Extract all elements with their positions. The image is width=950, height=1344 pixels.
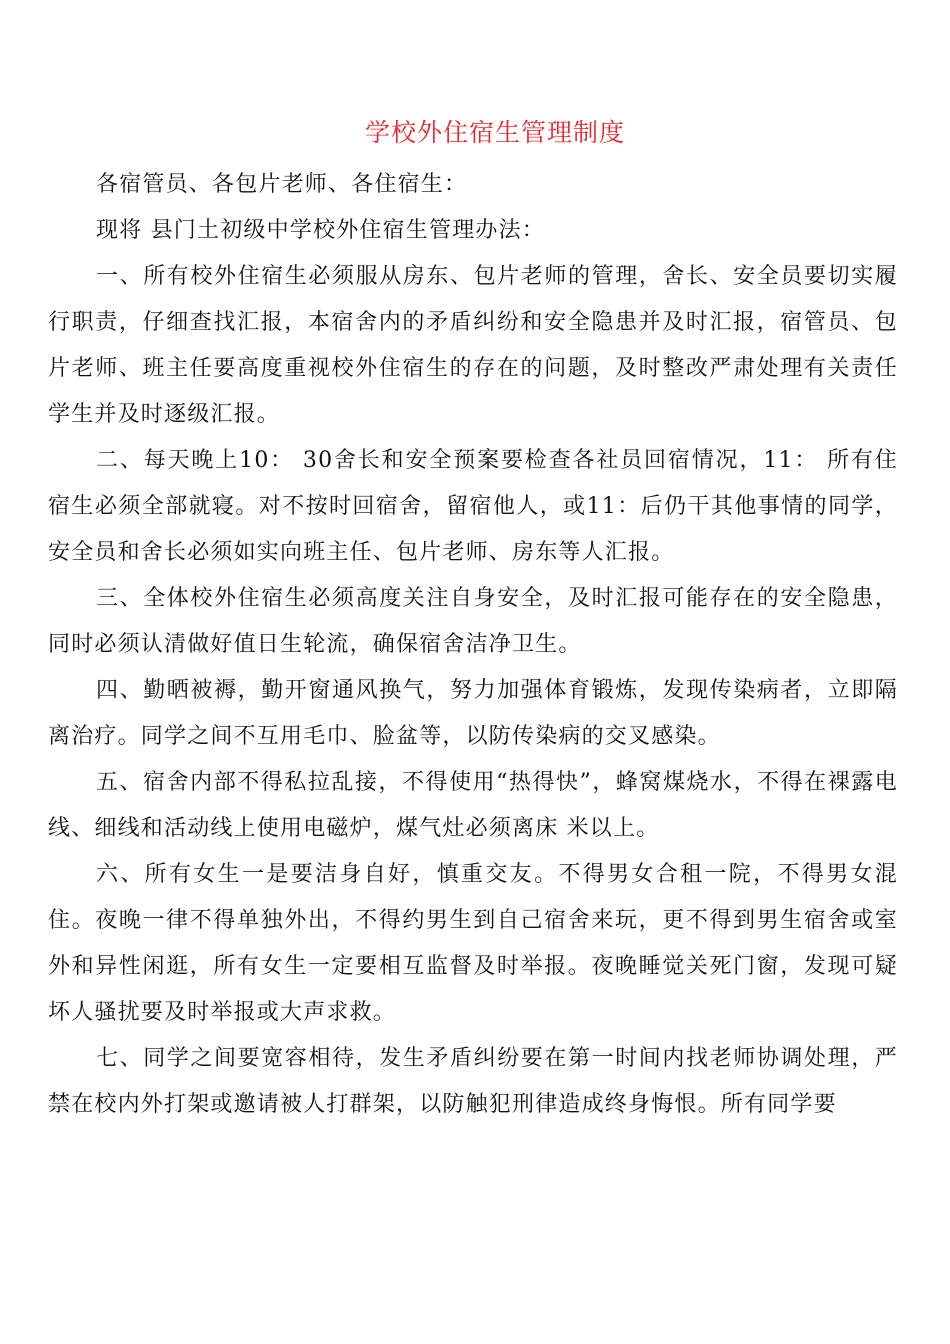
salutation: 各宿管员、各包片老师、各住宿生：: [96, 172, 468, 197]
document-title: 学校外住宿生管理制度: [364, 118, 625, 147]
intro-line: 现将 县门土初级中学校外住宿生管理办法：: [96, 218, 545, 243]
rule-paragraph-5: 五、宿舍内部不得私拉乱接，不得使用“热得快”，蜂窝煤烧水，不得在裸露电线、细线和活动线上使用电磁炉，煤气灶必须离床 米以上。: [48, 770, 898, 841]
rule-paragraph-2: 二、每天晚上10： 30舍长和安全预案要检查各社员回宿情况，11： 所有住宿生必须全部就寝。对不按时回宿舍，留宿他人，或11：后仍干其他事情的同学，安全员和舍长必须如实向班主任、包片老师、房东等人汇报。: [48, 448, 898, 565]
rule-paragraph-7: 七、同学之间要宽容相待，发生矛盾纠纷要在第一时间内找老师协调处理，严禁在校内外打架或邀请被人打群架，以防触犯刑律造成终身悔恨。所有同学要: [48, 1046, 898, 1117]
document-body: [48, 162, 898, 1128]
rule-paragraph-3: 三、全体校外住宿生必须高度关注自身安全，及时汇报可能存在的安全隐患，同时必须认清做好值日生轮流，确保宿舍洁净卫生。: [48, 586, 898, 657]
rule-paragraph-6: 六、所有女生一是要洁身自好，慎重交友。不得男女合租一院，不得男女混住。夜晚一律不得单独外出，不得约男生到自己宿舍来玩，更不得到男生宿舍或室外和异性闲逛，所有女生一定要相互监督及时举报。夜晚睡觉关死门窗，发现可疑坏人骚扰要及时举报或大声求救。: [48, 862, 898, 1025]
rule-paragraph-1: 一、所有校外住宿生必须服从房东、包片老师的管理，舍长、安全员要切实履行职责，仔细查找汇报，本宿舍内的矛盾纠纷和安全隐患并及时汇报，宿管员、包片老师、班主任要高度重视校外住宿生的存在的问题，及时整改严肃处理有关责任学生并及时逐级汇报。: [48, 264, 898, 427]
rule-paragraph-4: 四、勤晒被褥，勤开窗通风换气，努力加强体育锻炼，发现传染病者，立即隔离治疗。同学之间不互用毛巾、脸盆等，以防传染病的交叉感染。: [48, 678, 898, 749]
